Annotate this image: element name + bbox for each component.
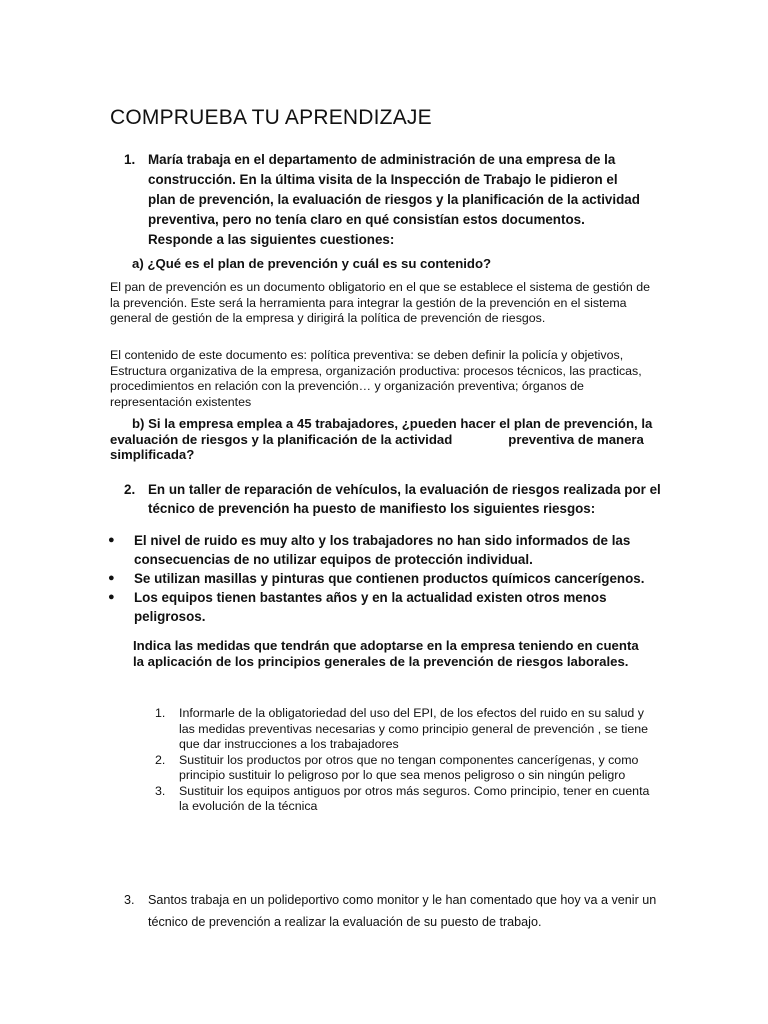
page-title: COMPRUEBA TU APRENDIZAJE	[110, 106, 432, 129]
measures-list-item: 1. Informarle de la obligatoriedad del uso del EPI, de los efectos del ruido en su salud y las medidas preventivas necesarias y como principio general de prevención , se tiene que dar instrucciones a los trabajadores	[155, 706, 649, 751]
sub-question-b	[110, 416, 660, 463]
question-3-number: 3.	[124, 893, 135, 907]
question-3-text: Santos trabaja en un polideportivo como monitor y le han comentado que hoy va a venir un técnico de prevención a realizar la evaluación de su puesto de trabajo.	[148, 893, 657, 929]
bullet-icon: ●	[108, 572, 115, 584]
risk-list-item: ● El nivel de ruido es muy alto y los trabajadores no han sido informados de las consecuencias de no utilizar equipos de protección individual.	[108, 533, 631, 567]
question-2-text: En un taller de reparación de vehículos, la evaluación de riesgos realizada por el técnico de prevención ha puesto de manifiesto los siguientes riesgos:	[148, 482, 661, 516]
measures-list-item: 2. Sustituir los productos por otros que no tengan componentes cancerígenas, y como principio sustituir lo peligroso por lo que sea menos peligroso o sin ningún peligro	[155, 752, 639, 782]
answer-a-paragraph-2: El contenido de este documento es: política preventiva: se deben definir la policía y objetivos, Estructura organizativa de la empresa, organización productiva: procesos técnicos, las practicas, procedimientos en relación con la prevención… y organización preventiva; órganos de representación existentes	[110, 348, 642, 409]
sub-question-b-part-2: preventiva de manera simplificada?	[110, 431, 644, 462]
question-2-number: 2.	[124, 482, 136, 497]
risk-list-item: ● Los equipos tienen bastantes años y en la actualidad existen otros menos peligrosos.	[108, 590, 607, 624]
measures-list	[155, 706, 655, 815]
bullet-icon: ●	[108, 534, 115, 546]
sub-question-a: a) ¿Qué es el plan de prevención y cuál es su contenido?	[132, 256, 492, 271]
risk-list-item: ● Se utilizan masillas y pinturas que contienen productos químicos cancerígenos.	[108, 571, 645, 586]
answer-a-paragraph-1: El pan de prevención es un documento obligatorio en el que se establece el sistema de gestión de la prevención. Este será la herramienta para integrar la gestión de la prevención en el sistema general de gestión de la empresa y dirigirá la política de prevención de riesgos.	[110, 280, 651, 325]
question-1-number: 1.	[124, 152, 136, 167]
question-1-text: María trabaja en el departamento de administración de una empresa de la construcción. En la última visita de la Inspección de Trabajo le pidieron el plan de prevención, la evaluación de riesgos y la planificación de la actividad preventiva, pero no tenía claro en qué consistían estos documentos. Responde a las siguientes cuestiones:	[148, 152, 640, 247]
measures-list-item: 3. Sustituir los equipos antiguos por otros más seguros. Como principio, tener en cuenta la evolución de la técnica	[155, 783, 650, 813]
question-3	[124, 889, 664, 933]
risk-list	[108, 531, 658, 626]
bullet-icon: ●	[108, 591, 115, 603]
question-2	[124, 480, 664, 518]
question-2-instruction: Indica las medidas que tendrán que adoptarse en la empresa teniendo en cuenta la aplicación de los principios generales de la prevención de riesgos laborales.	[133, 638, 639, 669]
question-1	[124, 150, 644, 250]
sub-question-b-part-1: b) Si la empresa emplea a 45 trabajadores, ¿pueden hacer el plan de prevención, la evaluación de riesgos y la planificación de la actividad	[110, 416, 653, 447]
